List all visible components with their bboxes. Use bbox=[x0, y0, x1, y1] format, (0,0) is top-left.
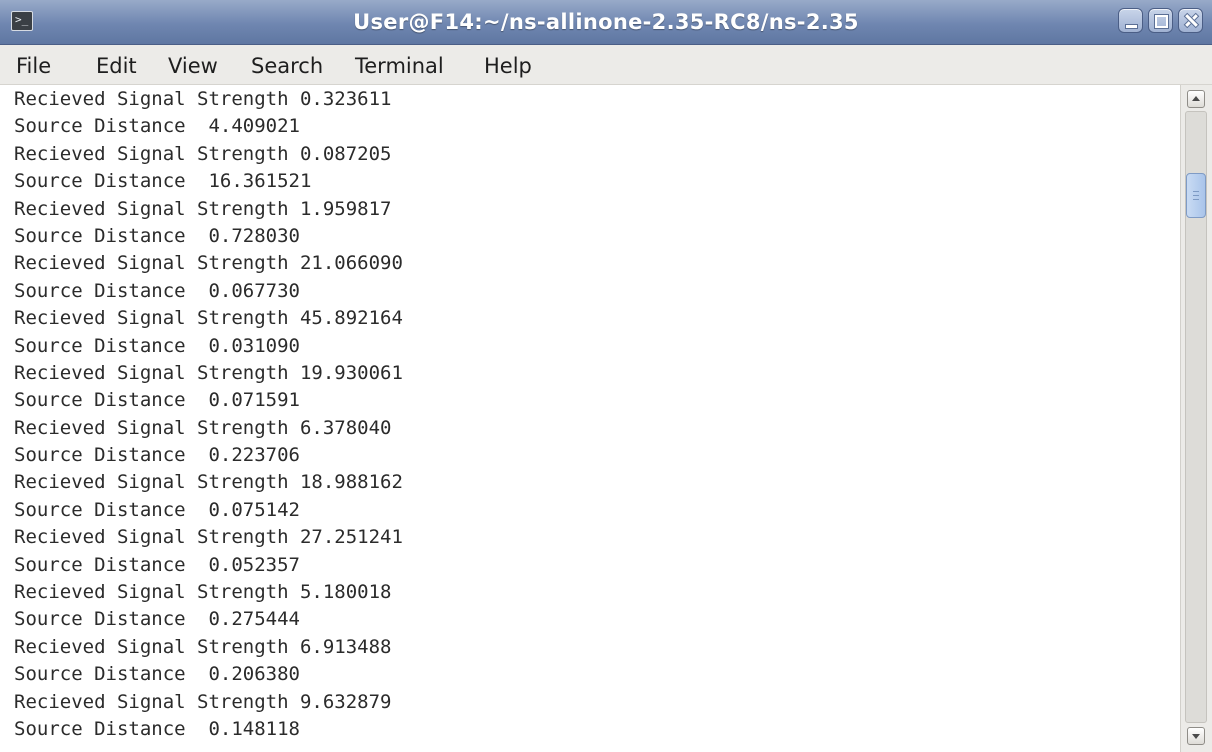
grip-icon bbox=[1193, 191, 1199, 200]
minimize-icon[interactable] bbox=[1118, 8, 1143, 33]
output-line: Source Distance 0.206380 bbox=[14, 663, 300, 686]
output-line: Recieved Signal Strength 6.378040 bbox=[14, 416, 392, 439]
output-line: Source Distance 0.275444 bbox=[14, 608, 300, 631]
output-line: Recieved Signal Strength 1.959817 bbox=[14, 197, 392, 220]
output-line: Recieved Signal Strength 45.892164 bbox=[14, 307, 403, 330]
output-line: Recieved Signal Strength 18.988162 bbox=[14, 471, 403, 494]
output-line: Recieved Signal Strength 0.323611 bbox=[14, 88, 392, 110]
output-line: Source Distance 0.223706 bbox=[14, 444, 300, 467]
output-line: Source Distance 16.361521 bbox=[14, 170, 312, 193]
title-bar[interactable] bbox=[0, 0, 1212, 45]
terminal-icon[interactable]: >_ bbox=[11, 11, 33, 31]
menu-file[interactable]: File bbox=[16, 54, 52, 78]
output-line: Recieved Signal Strength 6.913488 bbox=[14, 635, 392, 658]
output-line: Recieved Signal Strength 21.066090 bbox=[14, 252, 403, 275]
output-line: Recieved Signal Strength 19.930061 bbox=[14, 361, 403, 384]
maximize-icon[interactable] bbox=[1148, 8, 1173, 33]
menu-help[interactable]: Help bbox=[484, 54, 532, 78]
output-line: Recieved Signal Strength 0.087205 bbox=[14, 142, 392, 165]
scroll-up-arrow-icon[interactable] bbox=[1187, 90, 1205, 108]
menu-edit[interactable]: Edit bbox=[96, 54, 137, 78]
output-line: Source Distance 0.075142 bbox=[14, 498, 300, 521]
output-line: Recieved Signal Strength 9.632879 bbox=[14, 690, 392, 713]
menu-bar bbox=[0, 45, 1212, 85]
window-title: User@F14:~/ns-allinone-2.35-RC8/ns-2.35 bbox=[353, 10, 859, 34]
output-line: Recieved Signal Strength 5.180018 bbox=[14, 581, 392, 604]
output-line: Source Distance 0.148118 bbox=[14, 717, 300, 740]
scrollbar-thumb[interactable] bbox=[1186, 173, 1206, 218]
output-line: Recieved Signal Strength 27.251241 bbox=[14, 526, 403, 549]
output-line: Source Distance 0.052357 bbox=[14, 553, 300, 576]
close-icon[interactable] bbox=[1178, 8, 1203, 33]
terminal-output-area[interactable] bbox=[0, 85, 1180, 752]
output-line: Source Distance 0.067730 bbox=[14, 279, 300, 302]
output-line: Source Distance 0.071591 bbox=[14, 389, 300, 412]
vertical-scrollbar[interactable] bbox=[1180, 85, 1212, 752]
output-line: Source Distance 0.728030 bbox=[14, 224, 300, 247]
output-line: Source Distance 4.409021 bbox=[14, 115, 300, 138]
scroll-down-arrow-icon[interactable] bbox=[1187, 727, 1205, 745]
terminal-output bbox=[14, 86, 403, 743]
menu-view[interactable]: View bbox=[168, 54, 218, 78]
output-line: Source Distance 0.031090 bbox=[14, 334, 300, 357]
menu-search[interactable]: Search bbox=[251, 54, 324, 78]
menu-terminal[interactable]: Terminal bbox=[355, 54, 444, 78]
